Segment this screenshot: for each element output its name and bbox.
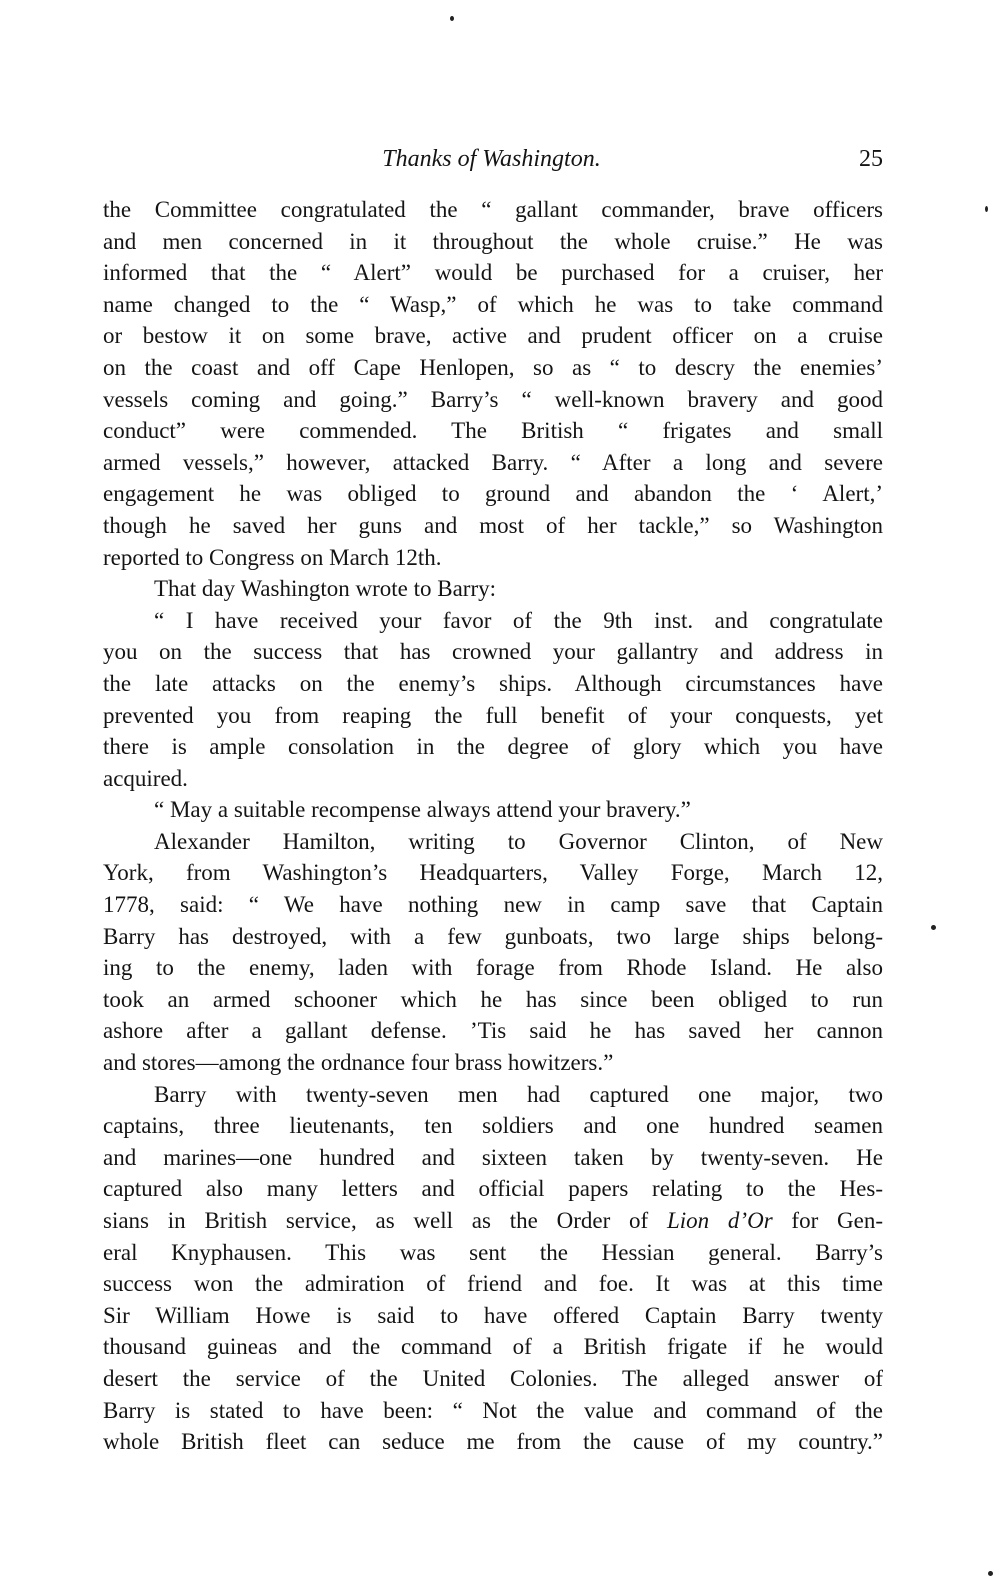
text-line-37: thousand guineas and the command of a British frigate if he would <box>103 1334 883 1360</box>
text-line-10: engagement he was obliged to ground and abandon the ‘ Alert,’ <box>103 481 883 507</box>
text-line-17: prevented you from reaping the full benefit of your conquests, yet <box>103 702 883 728</box>
running-head <box>100 142 883 176</box>
text-line-31: and marines—one hundred and sixteen taken by twenty-seven. He <box>103 1144 883 1170</box>
text-line-3: informed that the “ Alert” would be purchased for a cruiser, her <box>103 260 883 286</box>
text-line-28: and stores—among the ordnance four brass howitzers.” <box>103 1050 614 1076</box>
scan-speck <box>988 1571 993 1576</box>
text-line-1: the Committee congratulated the “ gallant commander, brave officers <box>103 197 883 222</box>
text-line-36: Sir William Howe is said to have offered Captain Barry twenty <box>103 1302 883 1328</box>
text-line-15: you on the success that has crowned your gallantry and address in <box>103 639 883 665</box>
text-line-30: captains, three lieutenants, ten soldiers and one hundred seamen <box>103 1113 883 1139</box>
text-line-24: Barry has destroyed, with a few gunboats, two large ships belong- <box>103 923 883 949</box>
text-line-6: on the coast and off Cape Henlopen, so as “ to descry the enemies’ <box>103 354 883 380</box>
running-title: Thanks of Washington. <box>382 146 601 172</box>
text-line-21: Alexander Hamilton, writing to Governor Clinton, of New <box>154 828 883 854</box>
text-line-32: captured also many letters and official papers relating to the Hes- <box>103 1176 883 1202</box>
text-line-26: took an armed schooner which he has since been obliged to run <box>103 986 883 1012</box>
text-line-14: “ I have received your favor of the 9th inst. and congratulate <box>154 607 883 633</box>
text-line-12: reported to Congress on March 12th. <box>103 544 442 570</box>
text-line-18: there is ample consolation in the degree of glory which you have <box>103 734 883 760</box>
text-line-7: vessels coming and going.” Barry’s “ well-known bravery and good <box>103 386 883 412</box>
text-line-5: or bestow it on some brave, active and prudent officer on a cruise <box>103 323 883 349</box>
text-line-20: “ May a suitable recompense always attend your bravery.” <box>154 797 691 823</box>
text-line-19: acquired. <box>103 765 188 791</box>
text-line-27: ashore after a gallant defense. ’Tis said he has saved her cannon <box>103 1018 883 1044</box>
text-line-34: eral Knyphausen. This was sent the Hessian general. Barry’s <box>103 1239 883 1265</box>
text-line-40: whole British fleet can seduce me from the cause of my country.” <box>103 1429 883 1455</box>
text-line-4: name changed to the “ Wasp,” of which he was to take command <box>103 291 883 317</box>
scan-speck <box>450 16 454 21</box>
text-line-35: success won the admiration of friend and foe. It was at this time <box>103 1271 883 1297</box>
text-line-22: York, from Washington’s Headquarters, Valley Forge, March 12, <box>103 860 883 886</box>
page-number: 25 <box>859 146 883 172</box>
text-line-13: That day Washington wrote to Barry: <box>154 576 497 602</box>
italic-phrase: Lion d’Or <box>666 1208 773 1233</box>
text-line-38: desert the service of the United Colonies. The alleged answer of <box>103 1365 883 1391</box>
text-line-8: conduct” were commended. The British “ frigates and small <box>103 418 883 444</box>
text-line-16: the late attacks on the enemy’s ships. Although circumstances have <box>103 670 883 696</box>
body-text <box>103 194 883 1458</box>
text-line-39: Barry is stated to have been: “ Not the value and command of the <box>103 1397 883 1423</box>
text-line-29: Barry with twenty-seven men had captured one major, two <box>154 1081 883 1107</box>
text-line-2: and men concerned in it throughout the whole cruise.” He was <box>103 228 883 254</box>
text-line-25: ing to the enemy, laden with forage from Rhode Island. He also <box>103 955 883 981</box>
scan-speck <box>931 925 936 930</box>
text-line-33: sians in British service, as well as the Order of Lion d’Or for Gen- <box>103 1208 883 1233</box>
text-line-23: 1778, said: “ We have nothing new in camp save that Captain <box>103 892 883 918</box>
scan-speck <box>985 206 988 212</box>
text-line-11: though he saved her guns and most of her tackle,” so Washington <box>103 512 883 538</box>
text-line-9: armed vessels,” however, attacked Barry. “ After a long and severe <box>103 449 883 475</box>
